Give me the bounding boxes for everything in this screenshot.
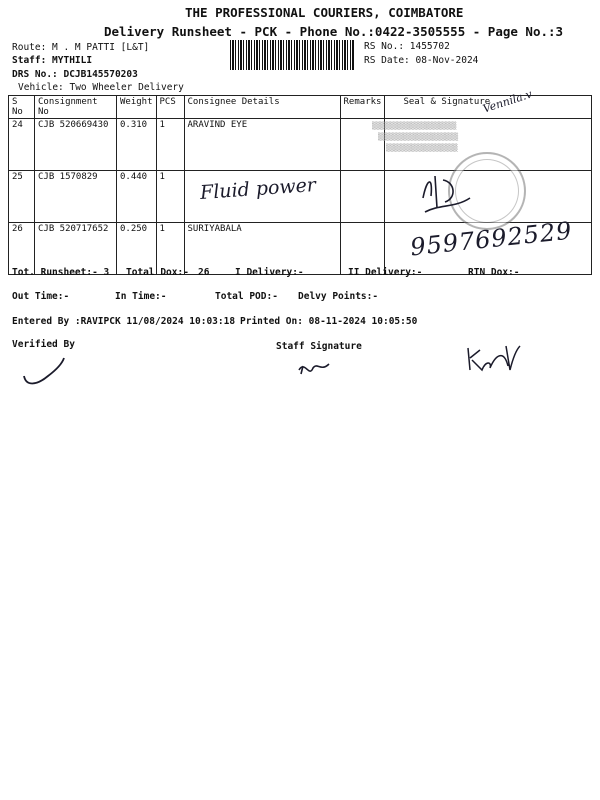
in-time: In Time:- — [115, 291, 167, 302]
cell-pcs: 1 — [156, 171, 184, 223]
staff-signature-icon — [295, 356, 335, 380]
cell-weight: 0.310 — [117, 119, 157, 171]
i-delivery: I Delivery:- — [235, 267, 304, 278]
cell-weight: 0.250 — [117, 223, 157, 275]
cell-weight: 0.440 — [117, 171, 157, 223]
rtn-dox: RTN Dox:- — [468, 267, 520, 278]
total-dox-value: 26 — [198, 267, 210, 278]
route-text: Route: M . M PATTI [L&T] — [12, 42, 150, 53]
rs-number: RS No.: 1455702 — [364, 41, 450, 52]
cell-consignment: CJB 1570829 — [35, 171, 117, 223]
header-pcs: PCS — [156, 96, 184, 119]
cell-consignee: SURIYABALA — [184, 223, 340, 275]
header-weight: Weight — [117, 96, 157, 119]
initials-signature-icon — [462, 340, 522, 374]
tot-runsheet: Tot. Runsheet:- 3 — [12, 267, 110, 278]
receiver-signature-icon — [415, 168, 475, 218]
cell-sno: 24 — [9, 119, 35, 171]
header-remarks: Remarks — [340, 96, 385, 119]
cell-consignment: CJB 520669430 — [35, 119, 117, 171]
staff-signature-label: Staff Signature — [276, 341, 362, 352]
verified-signature-icon — [18, 350, 68, 390]
ii-delivery: II Delivery:- — [348, 267, 423, 278]
cell-sno: 26 — [9, 223, 35, 275]
entered-by: Entered By :RAVIPCK 11/08/2024 10:03:18 — [12, 316, 236, 327]
total-dox-label: Total Dox:- — [126, 267, 189, 278]
handwritten-phone: 9597692529 — [408, 216, 574, 262]
cell-pcs: 1 — [156, 223, 184, 275]
verified-by-label: Verified By — [12, 339, 75, 350]
faint-print: ▒▒▒▒▒▒▒▒▒▒▒▒▒▒▒▒▒▒▒▒ — [372, 122, 457, 130]
cell-consignment: CJB 520717652 — [35, 223, 117, 275]
barcode — [230, 40, 355, 70]
runsheet-subtitle: Delivery Runsheet - PCK - Phone No.:0422-3505555 - Page No.:3 — [104, 24, 564, 39]
cell-remarks — [340, 171, 385, 223]
company-title: THE PROFESSIONAL COURIERS, COIMBATORE — [185, 5, 464, 20]
printed-on: Printed On: 08-11-2024 10:05:50 — [240, 316, 418, 327]
header-sno: S No — [9, 96, 35, 119]
header-consignment: Consignment No — [35, 96, 117, 119]
cell-sno: 25 — [9, 171, 35, 223]
cell-pcs: 1 — [156, 119, 184, 171]
header-consignee: Consignee Details — [184, 96, 340, 119]
rs-date: RS Date: 08-Nov-2024 — [364, 55, 479, 66]
total-pod: Total POD:- — [215, 291, 278, 302]
delvy-points: Delvy Points:- — [298, 291, 379, 302]
vehicle-text: Vehicle: Two Wheeler Delivery — [18, 82, 184, 93]
handwritten-consignee: Fluid power — [199, 173, 317, 205]
handwritten-top-signature: Vennila.v — [481, 87, 534, 116]
faint-print: ▒▒▒▒▒▒▒▒▒▒▒▒▒▒▒▒▒ — [386, 144, 458, 152]
out-time: Out Time:- — [12, 291, 70, 302]
drs-text: DRS No.: DCJB145570203 — [12, 69, 138, 80]
faint-print: ▒▒▒▒▒▒▒▒▒▒▒▒▒▒▒▒▒▒▒ — [378, 133, 459, 141]
cell-consignee: ARAVIND EYE — [184, 119, 340, 171]
staff-text: Staff: MYTHILI — [12, 55, 93, 66]
header-seal: Seal & Signature — [385, 96, 592, 119]
